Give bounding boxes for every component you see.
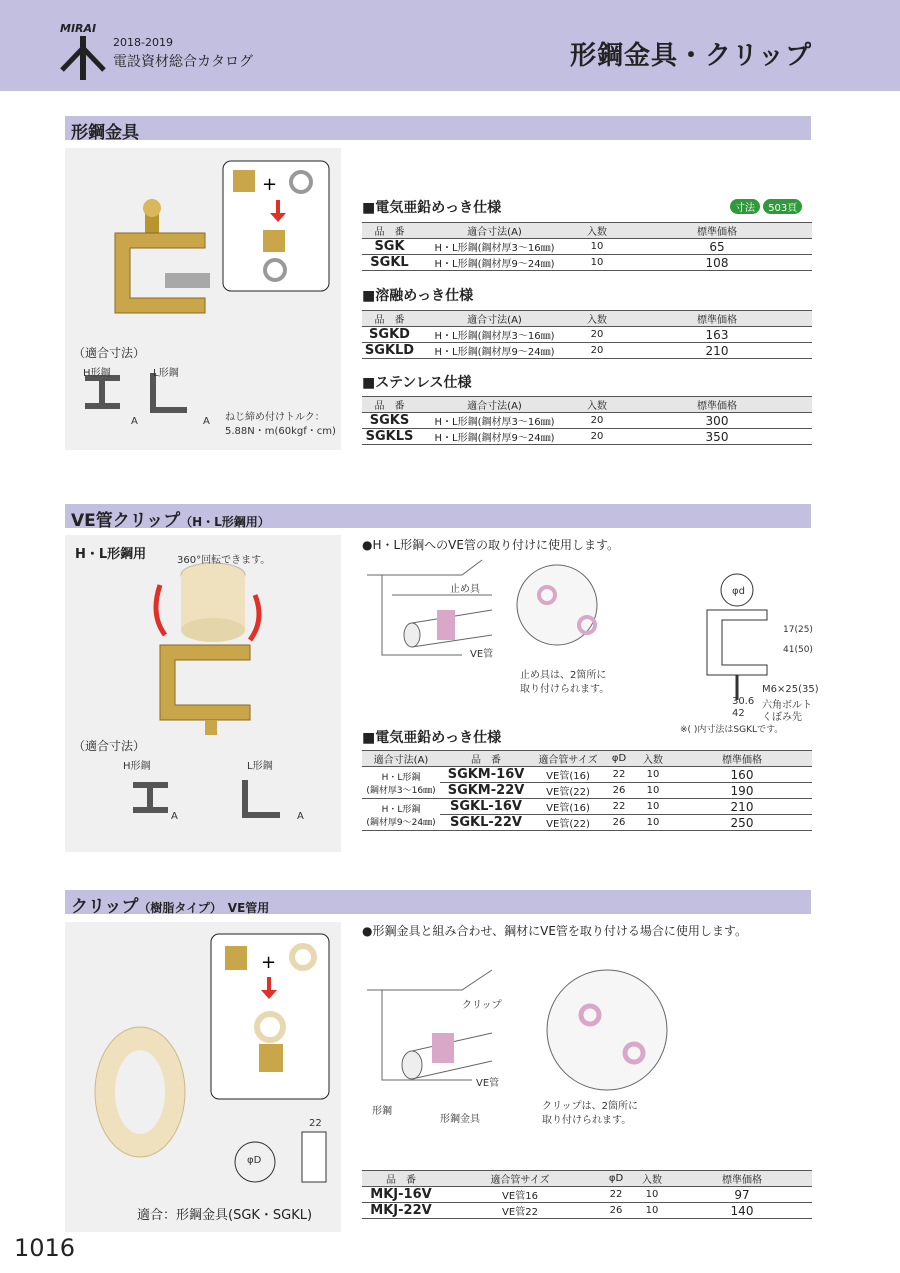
table-cell: H・L形鋼(鋼材厚3～16㎜) <box>417 413 572 429</box>
table-cell: SGKL-22V <box>440 815 532 831</box>
table-header-row <box>362 397 812 413</box>
table-cell: 標準価格 <box>622 397 812 413</box>
stopper-label: 止め具 <box>450 584 480 595</box>
table-cell: SGKL-16V <box>440 799 532 815</box>
table-cell: 入数 <box>572 311 622 327</box>
catalog-year: 2018-2019 <box>113 36 173 49</box>
table-cell: 163 <box>622 327 812 343</box>
mirai-logo-icon <box>58 20 108 82</box>
table-clip <box>362 1170 812 1219</box>
ve-clip-illustration <box>65 535 341 852</box>
dim-a-label: A <box>131 416 138 427</box>
table-cell: 350 <box>622 429 812 445</box>
table-cell: 10 <box>634 815 672 831</box>
dim-41: 41(50) <box>783 645 813 655</box>
table-cell: 20 <box>572 343 622 359</box>
table-cell: H・L形鋼(鋼材厚9～24㎜) <box>417 255 572 271</box>
table-cell: 20 <box>572 327 622 343</box>
table-cell: 標準価格 <box>672 751 812 767</box>
table-cell: VE管(16) <box>532 767 604 783</box>
table-cell: 適合管サイズ <box>532 751 604 767</box>
section-title-shape-fitting: 形鋼金具 <box>65 116 811 140</box>
table-cell: 適合寸法(A) <box>362 751 440 767</box>
clip-note-2: 取り付けられます。 <box>542 1115 632 1126</box>
table-cell: VE管(16) <box>532 799 604 815</box>
spec-stainless-heading: ■ステンレス仕様 <box>362 375 472 391</box>
table-header-row <box>362 311 812 327</box>
table-cell: 品 番 <box>440 751 532 767</box>
dim-30-6: 30.6 <box>732 696 755 707</box>
page-number: 1016 <box>14 1234 76 1262</box>
table-cell: 10 <box>632 1203 672 1219</box>
col-header: 品 番 <box>362 223 417 239</box>
table-cell: H・L形鋼(鋼材厚3～16㎜) <box>417 327 572 343</box>
table-row <box>362 1187 812 1203</box>
table-header-row <box>362 1171 812 1187</box>
table-cell: 品 番 <box>362 311 417 327</box>
ve-pipe-label: VE管 <box>476 1078 500 1089</box>
catalog-name: 電設資材総合カタログ <box>113 54 253 70</box>
table-cell: SGKLD <box>362 343 417 359</box>
table-cell: 300 <box>622 413 812 429</box>
table-cell: 品 番 <box>362 1171 440 1187</box>
paren-note: ※( )内寸法はSGKLです。 <box>680 725 784 735</box>
h-steel-label: H形鋼 <box>83 368 111 379</box>
ve-pipe-label: VE管 <box>470 649 494 660</box>
table-cell: 190 <box>672 783 812 799</box>
table-cell: MKJ-16V <box>362 1187 440 1203</box>
table-row <box>362 413 812 429</box>
table-cell: 26 <box>604 783 634 799</box>
h-steel-label: H形鋼 <box>123 761 151 772</box>
table-header-row <box>362 751 812 767</box>
table-row <box>362 429 812 445</box>
table-cell: H・L形鋼 (鋼材厚9～24㎜) <box>362 799 440 831</box>
l-steel-label: L形鋼 <box>247 761 273 772</box>
torque-label: ねじ締め付けトルク： <box>225 412 325 423</box>
dim-42: 42 <box>732 708 745 719</box>
table-cell: 210 <box>672 799 812 815</box>
table-cell: SGKM-22V <box>440 783 532 799</box>
clip-note: クリップは、2箇所に <box>542 1101 638 1112</box>
table-row <box>362 327 812 343</box>
fit-size-label: （適合寸法） <box>73 739 146 753</box>
table-ve-clip <box>362 750 812 831</box>
table-cell: SGKD <box>362 327 417 343</box>
resin-clip-illustration <box>65 922 341 1232</box>
table-cell: 10 <box>634 783 672 799</box>
table-cell: 入数 <box>634 751 672 767</box>
svg-text:+: + <box>261 952 277 973</box>
spec-hotdip-heading: ■溶融めっき仕様 <box>362 288 474 304</box>
table-cell: 標準価格 <box>672 1171 812 1187</box>
clip-image-box <box>65 922 341 1232</box>
table-cell: 10 <box>572 255 622 271</box>
table-cell: 26 <box>600 1203 632 1219</box>
table-cell: MKJ-22V <box>362 1203 440 1219</box>
table-cell: 250 <box>672 815 812 831</box>
section-title-ve-clip: VE管クリップ（H・L形鋼用） <box>65 504 811 528</box>
table-cell: φD <box>604 751 634 767</box>
page-title: 形鋼金具・クリップ <box>570 41 812 71</box>
table-cell: 210 <box>622 343 812 359</box>
fit-size-label: （適合寸法） <box>73 346 146 360</box>
table-cell: VE管(22) <box>532 783 604 799</box>
hl-steel-title: H・L形鋼用 <box>75 547 147 562</box>
page-ref-badge[interactable]: 503頁 <box>763 199 802 214</box>
spec-zinc-heading: ■電気亜鉛めっき仕様 <box>362 200 502 216</box>
table-cell: 22 <box>604 767 634 783</box>
col-header: 標準価格 <box>622 223 812 239</box>
svg-text:+: + <box>262 174 278 195</box>
table-cell: 20 <box>572 413 622 429</box>
table-cell: SGKL <box>362 255 417 271</box>
dim-a-label: A <box>171 811 178 822</box>
table-cell: 入数 <box>632 1171 672 1187</box>
ve-clip-image-box <box>65 535 341 852</box>
dim-phi-d: φD <box>247 1155 262 1166</box>
dim-a-label-2: A <box>297 811 304 822</box>
table-cell: VE管16 <box>440 1187 600 1203</box>
table-row <box>362 1203 812 1219</box>
table-cell: 97 <box>672 1187 812 1203</box>
table-cell: H・L形鋼(鋼材厚9～24㎜) <box>417 429 572 445</box>
bolt-type: 六角ボルト <box>762 700 812 711</box>
table-cell: 26 <box>604 815 634 831</box>
bolt-spec: M6×25(35) <box>762 684 819 695</box>
table-cell: 20 <box>572 429 622 445</box>
rotate-label: 360°回転できます。 <box>177 555 271 566</box>
table-cell: 160 <box>672 767 812 783</box>
table-cell: 22 <box>604 799 634 815</box>
dim-22: 22 <box>309 1118 322 1129</box>
table-cell: 108 <box>622 255 812 271</box>
table-cell: 適合管サイズ <box>440 1171 600 1187</box>
table-row <box>362 343 812 359</box>
table-cell: 標準価格 <box>622 311 812 327</box>
fit-note: 適合：形鋼金具(SGK・SGKL) <box>137 1208 313 1223</box>
table-cell: SGK <box>362 239 417 255</box>
table-header-row <box>362 223 812 239</box>
svg-text:MIRAI: MIRAI <box>60 22 97 35</box>
fitting-label: 形鋼金具 <box>440 1114 480 1125</box>
torque-value: 5.88N・m(60kgf・cm) <box>225 426 336 437</box>
table-cell: SGKM-16V <box>440 767 532 783</box>
table-cell: 140 <box>672 1203 812 1219</box>
table-cell: 10 <box>632 1187 672 1203</box>
table-row <box>362 239 812 255</box>
table-cell: 品 番 <box>362 397 417 413</box>
table-cell: 10 <box>634 767 672 783</box>
shape-fitting-illustration <box>65 148 341 450</box>
table-cell: SGKS <box>362 413 417 429</box>
dim-17: 17(25) <box>783 625 813 635</box>
table-cell: VE管(22) <box>532 815 604 831</box>
section-title-clip: クリップ（樹脂タイプ） VE管用 <box>65 890 811 914</box>
table-cell: 入数 <box>572 397 622 413</box>
table-hotdip <box>362 310 812 359</box>
stopper-note: 止め具は、2箇所に <box>520 670 607 681</box>
ve-clip-description: ●H・L形鋼へのVE管の取り付けに使用します。 <box>362 538 620 552</box>
table-cell: 10 <box>634 799 672 815</box>
clip-label: クリップ <box>462 1000 502 1011</box>
dim-a-label-2: A <box>203 416 210 427</box>
l-steel-label: L形鋼 <box>153 368 179 379</box>
table-cell: 適合寸法(A) <box>417 311 572 327</box>
stopper-note-2: 取り付けられます。 <box>520 684 610 695</box>
col-header: 入数 <box>572 223 622 239</box>
table-row <box>362 767 812 783</box>
table-cell: φD <box>600 1171 632 1187</box>
table-cell: H・L形鋼(鋼材厚3～16㎜) <box>417 239 572 255</box>
table-cell: 22 <box>600 1187 632 1203</box>
steel-label: 形鋼 <box>372 1106 392 1117</box>
table-cell: SGKLS <box>362 429 417 445</box>
table-cell: 適合寸法(A) <box>417 397 572 413</box>
table-cell: VE管22 <box>440 1203 600 1219</box>
table-cell: H・L形鋼(鋼材厚9～24㎜) <box>417 343 572 359</box>
table-zinc <box>362 222 812 271</box>
table-stainless <box>362 396 812 445</box>
table-cell: H・L形鋼 (鋼材厚3～16㎜) <box>362 767 440 799</box>
table-cell: 65 <box>622 239 812 255</box>
col-header: 適合寸法(A) <box>417 223 572 239</box>
header-band <box>0 0 900 91</box>
clip-description: ●形鋼金具と組み合わせ、鋼材にVE管を取り付ける場合に使用します。 <box>362 924 747 938</box>
dimension-reference: 寸法 503頁 <box>730 199 802 214</box>
clip-installation-diagram <box>362 965 682 1115</box>
product-image-box <box>65 148 341 450</box>
table-cell: 10 <box>572 239 622 255</box>
table-row <box>362 799 812 815</box>
spec-zinc-heading-2: ■電気亜鉛めっき仕様 <box>362 730 502 746</box>
table-row <box>362 255 812 271</box>
dim-phi-d: φd <box>732 586 745 597</box>
bolt-tip: くぼみ先 <box>762 712 802 723</box>
